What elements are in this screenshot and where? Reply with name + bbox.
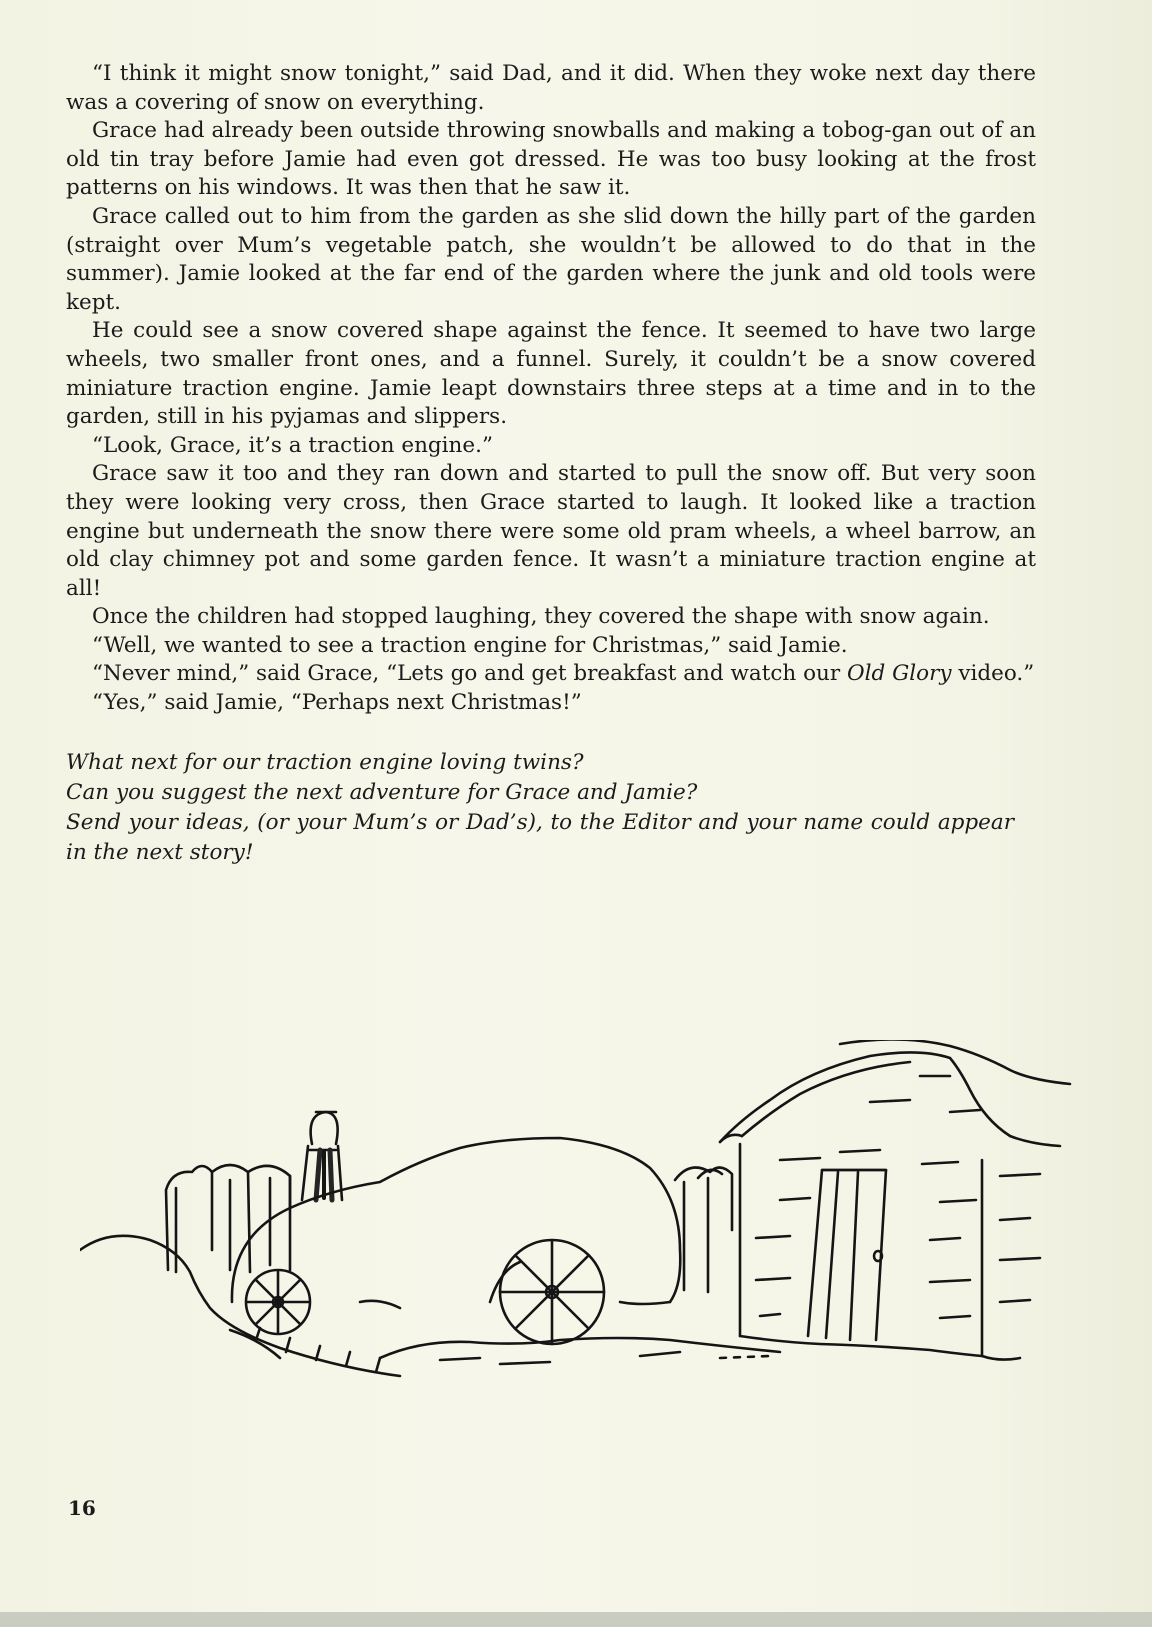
garden-fence (166, 1165, 732, 1292)
video-title: Old Glory (846, 661, 952, 687)
chimney-pot (302, 1112, 342, 1200)
prompt-line-3: Send your ideas, (or your Mum’s or Dad’s), to the Editor and your name could appear in the next story! (66, 809, 1014, 865)
story-paragraph-3: Grace called out to him from the garden as she slid down the hilly part of the garden (straight over Mum’s vegetable patch, she wouldn’t be allowed to do that in the summer). Jamie looked at the far end of the garden where the junk and old tools were kept. (66, 203, 1036, 315)
prompt-line-1: What next for our traction engine loving twins? (66, 749, 584, 775)
story-paragraph-5: “Look, Grace, it’s a traction engine.” (92, 432, 493, 458)
grace-line-end: video.” (951, 661, 1035, 687)
story-paragraph-10: “Yes,” said Jamie, “Perhaps next Christmas!” (92, 690, 582, 716)
page-number: 16 (68, 1496, 96, 1520)
prompt-line-2: Can you suggest the next adventure for Grace and Jamie? (66, 779, 698, 805)
story-paragraph-6: Grace saw it too and they ran down and started to pull the snow off. But very soon they were looking very cross, then Grace started to laugh. It looked like a traction engine but underneath the snow there were some old pram wheels, a wheel barrow, an old clay chimney pot and some garden fence. It wasn’t a miniature traction engine at all! (66, 461, 1036, 601)
editor-prompt (66, 748, 1036, 868)
large-wheel (500, 1240, 604, 1344)
story-paragraph-2: Grace had already been outside throwing snowballs and making a tobog-gan out of an old tin tray before Jamie had even got dressed. He was too busy looking at the frost patterns on his windows. It was then that he saw it. (66, 118, 1036, 201)
story-text (66, 60, 1036, 868)
snowy-garden-illustration (80, 1040, 1080, 1380)
snow-ground (80, 1236, 780, 1376)
garden-shed (720, 1040, 1070, 1360)
story-paragraph-1: “I think it might snow tonight,” said Dad, and it did. When they woke next day there was a covering of snow on everything. (66, 61, 1036, 115)
page-bottom-edge (0, 1612, 1152, 1627)
small-wheel (246, 1270, 310, 1334)
grace-line-start: “Never mind,” said Grace, “Lets go and get breakfast and watch our (92, 661, 847, 687)
story-paragraph-9 (66, 660, 1036, 689)
story-paragraph-8: “Well, we wanted to see a traction engine for Christmas,” said Jamie. (92, 632, 848, 658)
story-paragraph-4: He could see a snow covered shape against the fence. It seemed to have two large wheels, two smaller front ones, and a funnel. Surely, it couldn’t be a snow covered miniature traction engine. Jamie leapt downstairs three steps at a time and in to the garden, still in his pyjamas and slippers. (66, 318, 1036, 430)
story-paragraph-7: Once the children had stopped laughing, they covered the shape with snow again. (92, 604, 990, 630)
